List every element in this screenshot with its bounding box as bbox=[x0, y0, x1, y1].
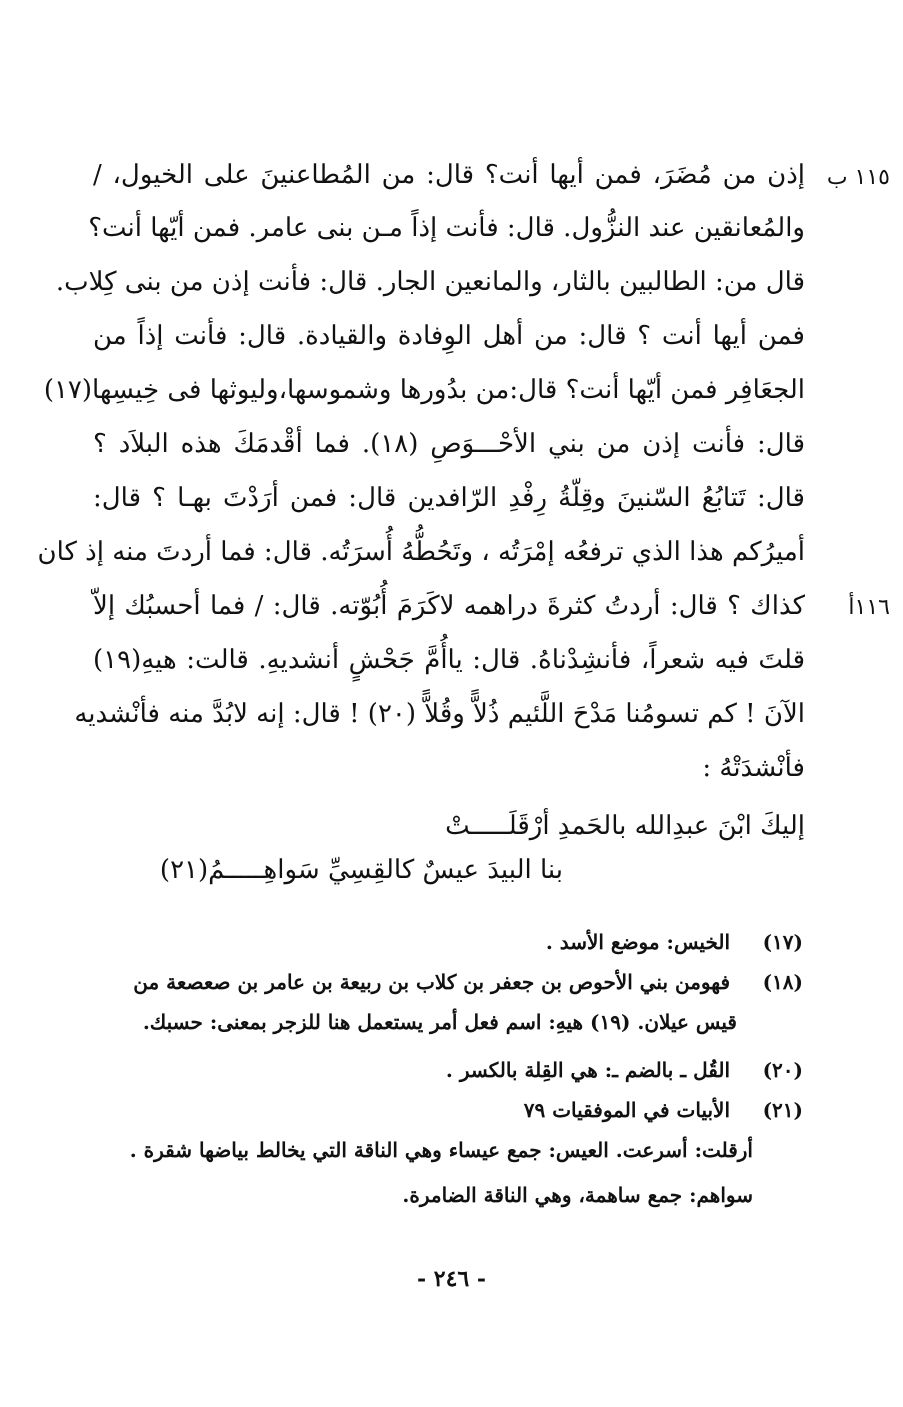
footnote-continuation bbox=[93, 1178, 753, 1212]
footnote-text: الخيس: موضع الأسد . bbox=[545, 930, 731, 954]
text-line: قال: فأنت إذن من بني الأحْـــوَصِ (١٨). فما أقْدمَكَ هذه البلاَد ؟ bbox=[93, 429, 805, 459]
margin-folio-marker: ١١٥ ب bbox=[826, 165, 890, 190]
verse-line: بنا البيدَ عيسٌ كالقِسِيِّ سَواهِـــــمُ(٢١) bbox=[159, 855, 563, 885]
margin-folio-marker: ١١٦أ bbox=[848, 595, 890, 620]
text-line: الآنَ ! كم تسومُنا مَدْحَ اللَّئيم ذُلاًّ وقُلاًّ (٢٠) ! قال: إنه لابُدَّ منه فأنْشديه bbox=[74, 699, 805, 729]
text-line: فأنْشدَتْهُ : bbox=[702, 753, 805, 783]
footnote-text: القُل ـ بالضم ـ: هي القِلة بالكسر . bbox=[445, 1058, 731, 1082]
footnote bbox=[103, 1053, 803, 1087]
page-number: - ٢٤٦ - bbox=[416, 1266, 487, 1292]
text-line: الجعَافِر فمن أيّها أنت؟ قال:من بدُورها وشموسها،وليوثها فى خِيسِها(١٧) bbox=[43, 375, 805, 405]
text-line: كذاك ؟ قال: أردتُ كثرةَ دراهمه لاكَرَمَ أُبُوّته. قال: / فما أحسبُك إلاّ bbox=[93, 591, 805, 621]
text-line: قال من: الطالبين بالثار، والمانعين الجار. قال: فأنت إذن من بنى كِلاب. bbox=[55, 267, 805, 297]
footnote-text: الأبيات في الموفقيات ٧٩ bbox=[523, 1098, 731, 1122]
text-line: قال: تَتابُعُ السّنينَ وقِلّةُ رِفْدِ الرّافدين قال: فمن أرَدْتَ بهـا ؟ قال: bbox=[93, 483, 805, 513]
footnote bbox=[103, 965, 803, 999]
text-line: والمُعانقين عند النزُّول. قال: فأنت إذاً مـن بنى عامر. فمن أيّها أنت؟ bbox=[88, 213, 805, 243]
footnote-number: (١٧) bbox=[762, 930, 803, 954]
text-line: قلتَ فيه شعراً، فأنشِدْناهُ. قال: ياأُمَّ جَحْشٍ أنشديهِ. قالت: هيهِ(١٩) bbox=[93, 645, 805, 675]
footnote-continuation bbox=[103, 1005, 737, 1039]
footnote-text: فهومن بني الأحوص بن جعفر بن كلاب بن ربيعة بن عامر بن صعصعة من bbox=[133, 970, 731, 994]
text-line: إذن من مُضَرَ، فمن أيها أنت؟ قال: من المُطاعنينَ على الخيول، / bbox=[93, 160, 805, 190]
text-line: أميرُكم هذا الذي ترفعُه إمْرَتُه ، وتَحُطُّهُ أُسرَتُه. قال: فما أردتَ منه إذ كان bbox=[37, 537, 805, 567]
verse-line: إليكَ ابْنَ عبدِالله بالحَمدِ أرْقَلَـــــتْ bbox=[445, 811, 805, 841]
footnote-number: (١٨) bbox=[762, 970, 803, 994]
footnote-text: سواهم: جمع ساهمة، وهي الناقة الضامرة. bbox=[402, 1183, 753, 1207]
footnote bbox=[103, 925, 803, 959]
text-line: فمن أيها أنت ؟ قال: من أهل الوِفادة والقيادة. قال: فأنت إذاً من bbox=[93, 321, 805, 351]
footnote-text: أرقلت: أسرعت. العيس: جمع عيساء وهي الناقة التي يخالط بياضها شقرة . bbox=[129, 1138, 753, 1162]
footnote-number: (٢١) bbox=[762, 1098, 803, 1122]
footnote-text: قيس عيلان. (١٩) هيهِ: اسم فعل أمر يستعمل هنا للزجر بمعنى: حسبك. bbox=[142, 1010, 737, 1034]
footnote-number: (٢٠) bbox=[762, 1058, 803, 1082]
footnote bbox=[103, 1093, 803, 1127]
footnote-continuation bbox=[93, 1133, 753, 1167]
